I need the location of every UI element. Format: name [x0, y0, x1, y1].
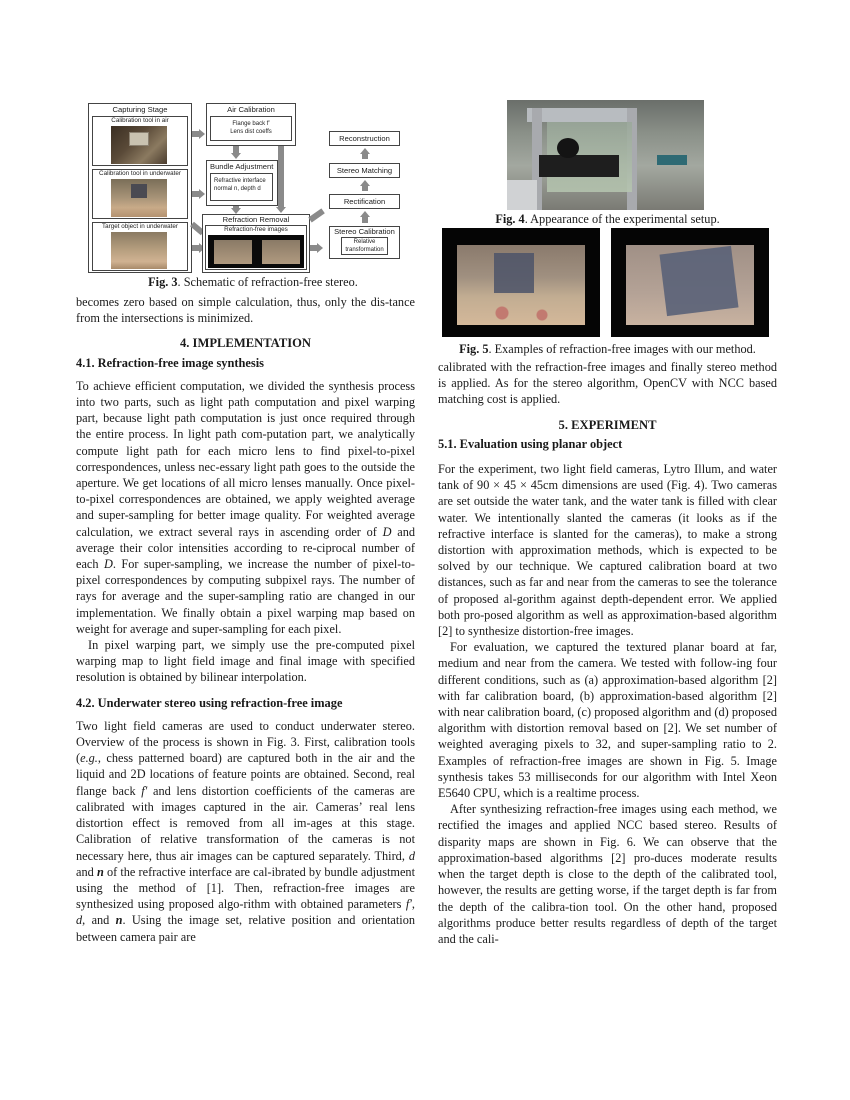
left-continuation-paragraph: becomes zero based on simple calculation, thus, only the dis-tance from the intersections is minimized.	[76, 295, 415, 326]
tank-dimensions: 90 × 45 × 45cm	[477, 478, 559, 493]
section-5-heading: 5. EXPERIMENT	[558, 417, 657, 432]
cal-underwater-box	[92, 169, 188, 219]
bundle-params	[210, 173, 273, 201]
section-4-heading: 4. IMPLEMENTATION	[179, 336, 312, 351]
refraction-free-pair	[208, 235, 304, 268]
math-d: d	[408, 848, 415, 863]
transformation-label: transformation	[345, 246, 384, 253]
normal-depth-label: normal n, depth d	[214, 185, 261, 192]
lens-dist-label: Lens dist coeffs	[230, 128, 272, 135]
math-n: n	[115, 913, 123, 928]
reconstruction-label: Reconstruction	[339, 134, 390, 143]
refraction-removal-title: Refraction Removal	[222, 215, 290, 224]
math-fprime: f′	[141, 783, 148, 798]
stereo-matching-label: Stereo Matching	[336, 166, 393, 175]
arrow-refraction-stereo-head	[317, 243, 323, 253]
eg-italic: e.g.	[80, 751, 98, 766]
left-column	[76, 294, 415, 945]
fig4-caption	[438, 212, 777, 227]
target-underwater-label: Target object in underwater	[102, 223, 178, 230]
paragraph-5-1-a	[438, 461, 777, 639]
text-span: ,	[411, 897, 415, 912]
text-span: and lens distortion coefficients of the cameras are calibrated with images captured in the air. Cameras’ real lens distortion effect is removed from all im-ages at this stage. Calibration of relative transformation of the cameras is not necessary here, thus air images can be captured separately. Third,	[76, 783, 415, 863]
fig3-diagram	[88, 103, 418, 273]
math-fprime: f′	[405, 897, 412, 912]
math-n: n	[96, 864, 104, 879]
text-span: . For super-sampling, we increase the number of pixel-to-pixel correspondences by computing subpixel rays. The number of rays for average and the super-sampling ratio are changed in our implementation. We finally obtain a pixel warping map based on weight for average and super-sampling for each pixel.	[76, 557, 415, 636]
fig4-caption-text: . Appearance of the experimental setup.	[524, 212, 720, 226]
cal-air-photo	[111, 126, 167, 164]
fig5-caption-text: . Examples of refraction-free images with our method.	[488, 342, 756, 356]
right-column	[438, 359, 777, 947]
paragraph-4-2	[76, 718, 415, 945]
fig5-caption-label: Fig. 5	[459, 342, 489, 356]
target-underwater-box	[92, 222, 188, 271]
rectification-label: Rectification	[343, 197, 386, 206]
flange-back-label: Flange back f′	[232, 121, 270, 127]
arrow-match-recon	[362, 154, 368, 159]
cal-underwater-photo	[111, 179, 167, 217]
refraction-free-images-box	[205, 225, 307, 270]
text-span: dimensions are used (Fig. 4). Two cameras are set outside the water tank, and the water tank is filled with clear water. We intentionally slanted the cameras (it looks as if the refractive interface is slanted for the cameras), to make a strong distortion with approximation methods, which is expected to be solved by our technique. We captured calibration board at two distances, such as far and near from the cameras to see the tolerance of proposed al-gorithm against depth-dependent error. We applied both pro-posed algorithm as well as approximation-based algorithm [2] to synthesize distortion-free images.	[438, 478, 777, 639]
math-d: d	[76, 913, 83, 928]
right-continuation-paragraph: calibrated with the refraction-free images and finally stereo method is applied. As for the stereo algorithm, OpenCV with NCC based matching cost is applied.	[438, 360, 777, 407]
air-calibration-params	[210, 116, 292, 141]
math-D: D	[103, 557, 113, 572]
text-span: For the experiment, two light field cameras, Lytro Illum, and water tank of	[438, 462, 777, 493]
text-span: of the refractive interface are cal-ibrated by bundle adjustment using the method of [1]. Then, refraction-free images are synthesized using proposed algo-rithm with obtained parameters	[76, 864, 415, 912]
fig3-caption	[88, 275, 418, 290]
subsection-5-1-heading: 5.1. Evaluation using planar object	[438, 436, 623, 451]
arrow-underwater-head	[199, 189, 205, 199]
paragraph-4-1-a	[76, 378, 415, 637]
subsection-4-2-heading: 4.2. Underwater stereo using refraction-free image	[76, 695, 343, 710]
relative-transformation-box	[341, 237, 388, 255]
stereo-calibration-title: Stereo Calibration	[334, 227, 395, 236]
relative-label: Relative	[353, 239, 376, 245]
target-underwater-photo	[111, 232, 167, 269]
arrow-air-refraction-head	[276, 207, 286, 213]
refractive-interface-label: Refractive interface	[214, 178, 266, 184]
bundle-adjustment-title: Bundle Adjustment	[210, 162, 274, 171]
reconstruction-box	[329, 131, 400, 146]
text-span: and	[76, 864, 97, 879]
arrow-stereo-rect	[362, 217, 368, 223]
subsection-4-1-heading: 4.1. Refraction-free image synthesis	[76, 355, 264, 370]
text-span: To achieve efficient computation, we divided the synthesis process into two parts, such as light path computation and pixel warping part, because light path computation is just once required through the entire process. In light path com-putation part, we analytically compute light path for each micro lens to find pixel-to-pixel correspondences, unless nec-essary light path goes to the outside the aperture. We get locations of all micro lenses manually. Once pixel-to-pixel correspondences are obtained, we apply weighted average and super-sampling for better image quality. For weighted average calculation, we extract several rays in ascending order of	[76, 378, 415, 539]
text-span: , and	[82, 913, 116, 928]
arrow-rect-match	[362, 186, 368, 191]
fig5-refraction-free-image-right	[611, 228, 769, 337]
arrow-air-refraction	[278, 146, 284, 208]
text-span: . Using the image set, relative position and orientation between camera pair are	[76, 913, 415, 944]
cal-air-label: Calibration tool in air	[111, 117, 169, 124]
capturing-stage-title: Capturing Stage	[112, 105, 168, 114]
fig5-refraction-free-image-left	[442, 228, 600, 337]
cal-underwater-label: Calibration tool in underwater	[99, 170, 181, 177]
text-span: Two light field cameras are used to conduct underwater stereo. Overview of the process is shown in Fig. 3. First, calibration tools (	[76, 718, 415, 766]
paragraph-4-1-b: In pixel warping part, we simply use the pre-computed pixel warping map to light field image and final image with specified resolution is obtained by bilinear interpolation.	[76, 638, 415, 685]
fig4-caption-label: Fig. 4	[495, 212, 525, 226]
paragraph-5-1-c: After synthesizing refraction-free images using each method, we rectified the images and applied NCC based stereo. Results of disparity maps are shown in Fig. 6. We can observe that the approximation-based algorithms [2] pro-duces moderate results when the target depth is close to the depth of the calibrated tool, however, the results are getting worse, if the target depth is far from the depth of the calibra-tion tool. On the other hand, proposed algorithms produce better results regardless of depth of the target and the cali-	[438, 802, 777, 946]
arrow-air-head	[199, 129, 205, 139]
fig3-caption-label: Fig. 3	[148, 275, 178, 289]
rectification-box	[329, 194, 400, 209]
refraction-free-images-label: Refraction-free images	[224, 226, 288, 233]
math-D: D	[382, 524, 392, 539]
text-span: and average their color intensities according to re-ciprocal number of each	[76, 524, 415, 572]
arrow-refraction-rect	[308, 208, 325, 222]
fig3-caption-text: . Schematic of refraction-free stereo.	[177, 275, 358, 289]
text-span: , chess patterned board) are captured both in the air and the liquid and 2D locations of feature points are obtained. Second, real flange back	[76, 751, 415, 798]
fig4-experimental-setup-photo	[507, 100, 704, 210]
stereo-matching-box	[329, 163, 400, 178]
fig5-caption	[438, 342, 777, 357]
arrow-air-bundle-head	[231, 153, 241, 159]
air-calibration-title: Air Calibration	[227, 105, 275, 114]
cal-air-box	[92, 116, 188, 166]
paragraph-5-1-b: For evaluation, we captured the textured planar board at far, medium and near from the camera. We tested with follow-ing four different conditions, such as (a) approximation-based algorithm [2] with far calibration board, (b) approximation-based algorithm [2] with near calibration board, (c) proposed algorithm and (d) proposed algorithm with distortion removal based on [2]. We set number of weighted averaging pixels to 32, and super-sampling ratio to 2. Examples of refraction-free images are shown in Fig. 5. Image synthesis takes 53 milliseconds for our algorithm with Intel Xeon E5640 CPU, which is a realtime process.	[438, 640, 777, 801]
